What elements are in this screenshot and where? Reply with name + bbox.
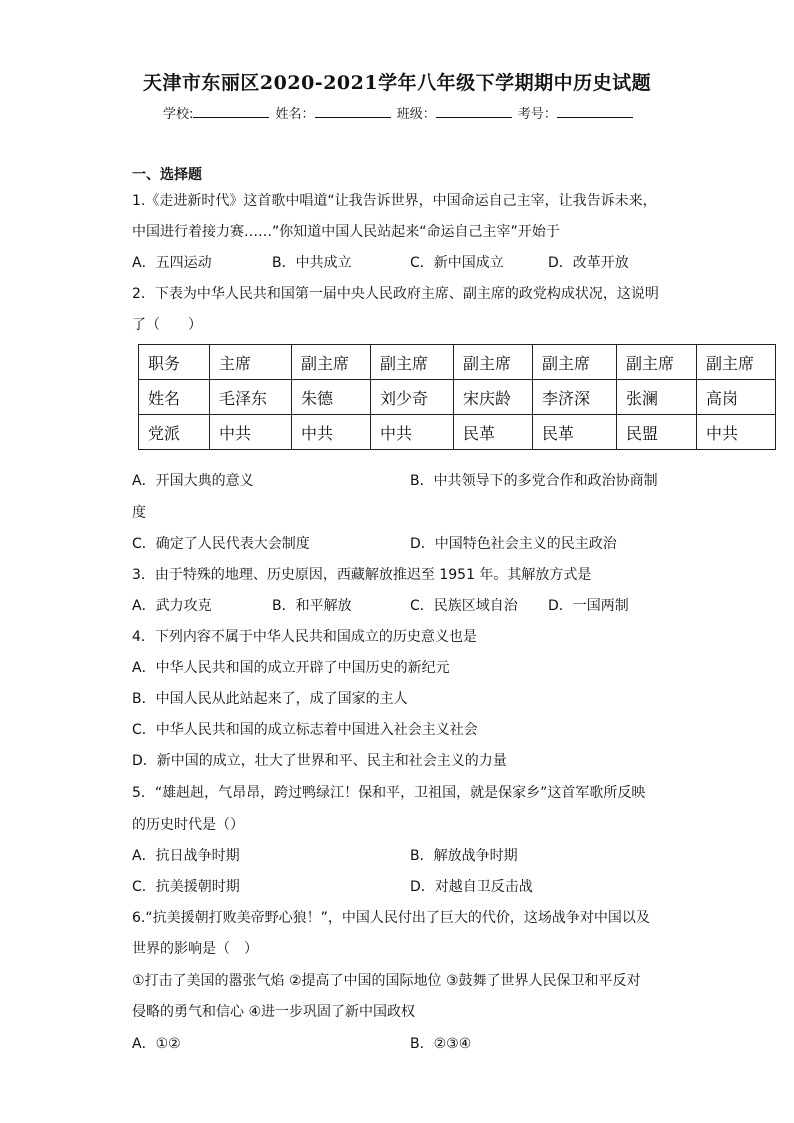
q2-option-c: C．确定了人民代表大会制度 — [132, 536, 310, 552]
q1-option-d: D．改革开放 — [548, 255, 629, 271]
q3-option-b: B．和平解放 — [272, 598, 352, 614]
table-cell: 中共 — [697, 415, 776, 450]
q5-option-b: B．解放战争时期 — [410, 848, 518, 864]
exam-no-label: 考号： — [517, 107, 557, 122]
table-cell: 职务 — [139, 345, 210, 380]
table-row — [139, 345, 776, 380]
q6-option-b: B．②③④ — [410, 1036, 472, 1052]
exam-no-blank — [557, 104, 633, 118]
table-cell: 主席 — [210, 345, 292, 380]
q6-stem-line3: ①打击了美国的嚣张气焰 ②提高了中国的国际地位 ③鼓舞了世界人民保卫和平反对 — [132, 973, 641, 989]
table-cell: 中共 — [210, 415, 292, 450]
school-label: 学校: — [163, 107, 194, 122]
q1-option-b: B．中共成立 — [272, 255, 352, 271]
q2-option-b: B．中共领导下的多党合作和政治协商制 — [410, 473, 658, 489]
table-cell: 党派 — [139, 415, 210, 450]
q3-option-c: C．民族区域自治 — [410, 598, 518, 614]
q1-stem-line2: 中国进行着接力赛……”你知道中国人民站起来“命运自己主宰”开始于 — [132, 224, 560, 240]
table-cell: 副主席 — [697, 345, 776, 380]
q3-stem: 3．由于特殊的地理、历史原因，西藏解放推迟至 1951 年。其解放方式是 — [132, 567, 592, 583]
section-title: 一、选择题 — [132, 167, 202, 183]
q1-stem-line1: 1.《走进新时代》这首歌中唱道“让我告诉世界，中国命运自己主宰，让我告诉未来， — [132, 193, 657, 209]
q3-option-a: A．武力攻克 — [132, 598, 212, 614]
table-cell: 民盟 — [617, 415, 697, 450]
q4-option-d: D．新中国的成立，壮大了世界和平、民主和社会主义的力量 — [132, 753, 507, 769]
q6-stem-line1: 6.“抗美援朝打败美帝野心狼！”，中国人民付出了巨大的代价，这场战争对中国以及 — [132, 910, 650, 926]
q5-option-c: C．抗美援朝时期 — [132, 879, 240, 895]
table-cell: 姓名 — [139, 380, 210, 415]
table-cell: 副主席 — [533, 345, 617, 380]
table-row — [139, 415, 776, 450]
q4-option-b: B．中国人民从此站起来了，成了国家的主人 — [132, 691, 408, 707]
class-label: 班级： — [396, 107, 436, 122]
table-cell: 副主席 — [617, 345, 697, 380]
table-cell: 朱德 — [292, 380, 371, 415]
table-cell: 中共 — [371, 415, 454, 450]
q5-option-a: A．抗日战争时期 — [132, 848, 240, 864]
q2-option-a: A．开国大典的意义 — [132, 473, 254, 489]
table-cell: 副主席 — [292, 345, 371, 380]
name-label: 姓名： — [275, 107, 315, 122]
q2-option-d: D．中国特色社会主义的民主政治 — [410, 536, 617, 552]
table-cell: 中共 — [292, 415, 371, 450]
q5-option-d: D．对越自卫反击战 — [410, 879, 533, 895]
exam-title: 天津市东丽区2020-2021学年八年级下学期期中历史试题 — [142, 72, 652, 94]
table-cell: 副主席 — [454, 345, 533, 380]
q1-option-a: A．五四运动 — [132, 255, 212, 271]
table-cell: 李济深 — [533, 380, 617, 415]
table-cell: 民革 — [533, 415, 617, 450]
q6-stem-line2: 世界的影响是（ ） — [132, 941, 258, 957]
student-info-line — [163, 103, 635, 122]
table-cell: 刘少奇 — [371, 380, 454, 415]
class-blank — [436, 104, 512, 118]
q6-stem-line4: 侵略的勇气和信心 ④进一步巩固了新中国政权 — [132, 1004, 415, 1020]
q3-option-d: D．一国两制 — [548, 598, 629, 614]
q6-option-a: A．①② — [132, 1036, 181, 1052]
name-blank — [315, 104, 391, 118]
q4-option-c: C．中华人民共和国的成立标志着中国进入社会主义社会 — [132, 722, 478, 738]
party-composition-table — [138, 344, 776, 450]
q2-stem-line1: 2．下表为中华人民共和国第一届中央人民政府主席、副主席的政党构成状况，这说明 — [132, 286, 659, 302]
q2-stem-line2: 了（ ） — [132, 317, 202, 333]
school-blank — [193, 104, 269, 118]
q4-stem: 4．下列内容不属于中华人民共和国成立的历史意义也是 — [132, 629, 477, 645]
q2-option-b-continued: 度 — [132, 505, 146, 521]
q4-option-a: A．中华人民共和国的成立开辟了中国历史的新纪元 — [132, 660, 450, 676]
table-row — [139, 380, 776, 415]
q5-stem-line1: 5．“雄赳赳，气昂昂，跨过鸭绿江！保和平，卫祖国，就是保家乡”这首军歌所反映 — [132, 785, 646, 801]
q1-option-c: C．新中国成立 — [410, 255, 504, 271]
table-cell: 副主席 — [371, 345, 454, 380]
q5-stem-line2: 的历史时代是（） — [132, 817, 244, 833]
table-cell: 民革 — [454, 415, 533, 450]
table-cell: 张澜 — [617, 380, 697, 415]
table-cell: 毛泽东 — [210, 380, 292, 415]
table-cell: 宋庆龄 — [454, 380, 533, 415]
table-cell: 高岗 — [697, 380, 776, 415]
